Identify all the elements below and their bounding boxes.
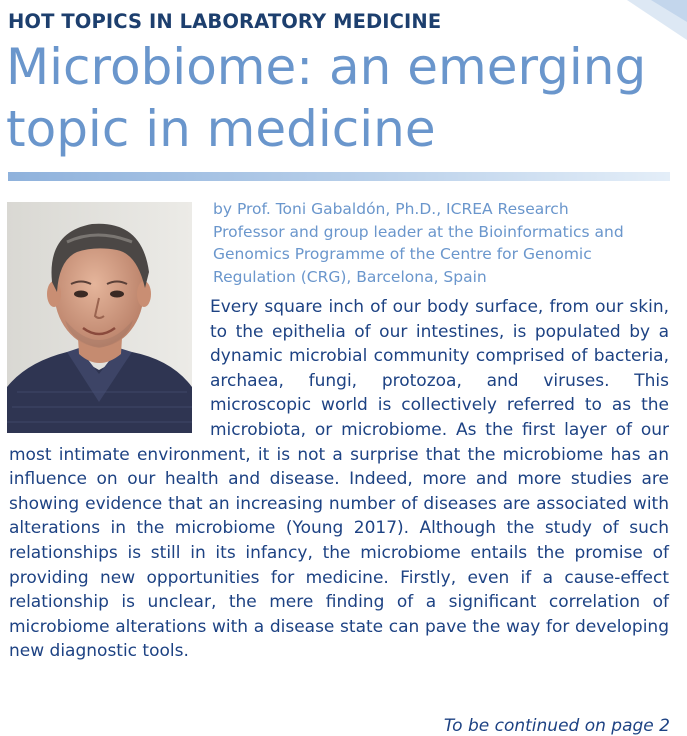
article-paragraph: Every square inch of our body surface, from our skin, to the epithelia of our intestines, is populated by a dynamic microbial community comprised of bacteria, archaea, fungi, protozoa, and viruses. This microscopic world is collectively referred to as the microbiota, or microbiome. As the first layer of our most intimate environment, it is not a surprise that the microbiome has an influence on our health and disease. Indeed, more and more studies are showing evidence that an increasing number of diseases are associated with alterations in the microbiome (Young 2017). Although the study of such relationships is still in its infancy, the microbiome entails the promise of providing new opportunities for medicine. Firstly, even if a cause-effect relationship is unclear, the mere finding of a significant correlation of microbiome alterations with a disease state can pave the way for developing new diagnostic tools.	[9, 297, 669, 662]
continued-note[interactable]: To be continued on page 2	[443, 716, 670, 736]
title-divider	[8, 172, 670, 181]
section-kicker: HOT TOPICS IN LABORATORY MEDICINE	[8, 10, 442, 33]
corner-decoration	[617, 0, 687, 40]
photo-wrap-spacer	[9, 295, 210, 440]
article-body	[9, 295, 669, 664]
title-line-2: topic in medicine	[6, 100, 436, 158]
title-line-1: Microbiome: an emerging	[6, 38, 647, 96]
author-byline: by Prof. Toni Gabaldón, Ph.D., ICREA Research Professor and group leader at the Bioinformatics and Genomics Programme of the Centre for Genomic Regulation (CRG), Barcelona, Spain	[213, 200, 624, 286]
page-title	[6, 36, 676, 160]
